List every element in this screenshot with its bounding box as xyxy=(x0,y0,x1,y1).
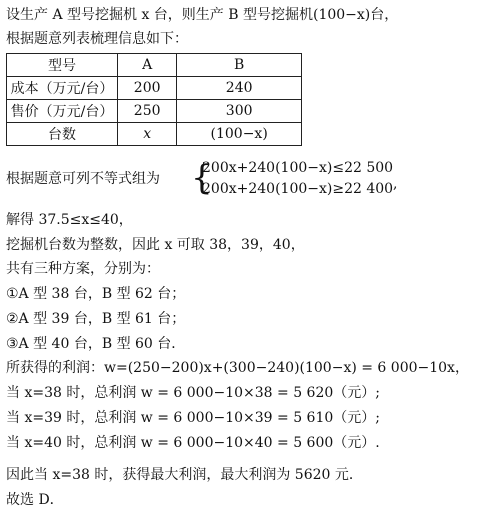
table-row xyxy=(7,123,302,146)
text-line-2: 根据题意列表梳理信息如下： xyxy=(6,31,188,47)
table-cell: (100−x) xyxy=(177,123,302,146)
inequality-2: 200x+240(100−x)≥22 400 xyxy=(202,181,394,197)
text-line-3: 解得 37.5≤x≤40， xyxy=(6,212,133,228)
table-cell: 成本（万元/台） xyxy=(7,77,118,100)
text-line-11: 当 x=39 时，总利润 w = 6 000−10×39 = 5 610（元）; xyxy=(6,410,381,426)
system-lead-text: 根据题意可列不等式组为 xyxy=(6,171,160,187)
table-cell: 240 xyxy=(177,77,302,100)
table-row xyxy=(7,77,302,100)
info-table xyxy=(6,53,302,146)
system-comma: , xyxy=(393,176,398,192)
table-header-row xyxy=(7,54,302,77)
table-cell: 250 xyxy=(118,100,177,123)
text-line-8: ③A 型 40 台，B 型 60 台． xyxy=(6,336,186,352)
text-line-9: 所获得的利润：w=(250−200)x+(300−240)(100−x) = 6 000−10x， xyxy=(6,360,469,376)
table-header-cell: 型号 xyxy=(7,54,118,77)
table-row xyxy=(7,100,302,123)
left-brace: { xyxy=(191,158,213,198)
text-line-10: 当 x=38 时，总利润 w = 6 000−10×38 = 5 620（元）; xyxy=(6,385,381,401)
text-line-4: 挖掘机台数为整数，因此 x 可取 38，39，40， xyxy=(6,237,305,253)
table-cell: 售价（万元/台） xyxy=(7,100,118,123)
text-line-5: 共有三种方案，分别为： xyxy=(6,261,160,277)
text-line-1: 设生产 A 型号挖掘机 x 台，则生产 B 型号挖掘机(100−x)台， xyxy=(6,7,399,23)
text-line-13: 因此当 x=38 时，获得最大利润，最大利润为 5620 元． xyxy=(6,467,363,483)
text-line-12: 当 x=40 时，总利润 w = 6 000−10×40 = 5 600（元）. xyxy=(6,435,380,451)
inequality-1: 200x+240(100−x)≤22 500 xyxy=(202,160,394,176)
table-cell: 台数 xyxy=(7,123,118,146)
table-header-cell: A xyxy=(118,54,177,77)
text-line-6: ①A 型 38 台，B 型 62 台； xyxy=(6,286,186,302)
table-cell: 200 xyxy=(118,77,177,100)
text-line-7: ②A 型 39 台，B 型 61 台； xyxy=(6,311,186,327)
table-cell: x xyxy=(118,123,177,146)
text-line-14: 故选 D． xyxy=(6,492,64,508)
table-header-cell: B xyxy=(177,54,302,77)
table-cell: 300 xyxy=(177,100,302,123)
